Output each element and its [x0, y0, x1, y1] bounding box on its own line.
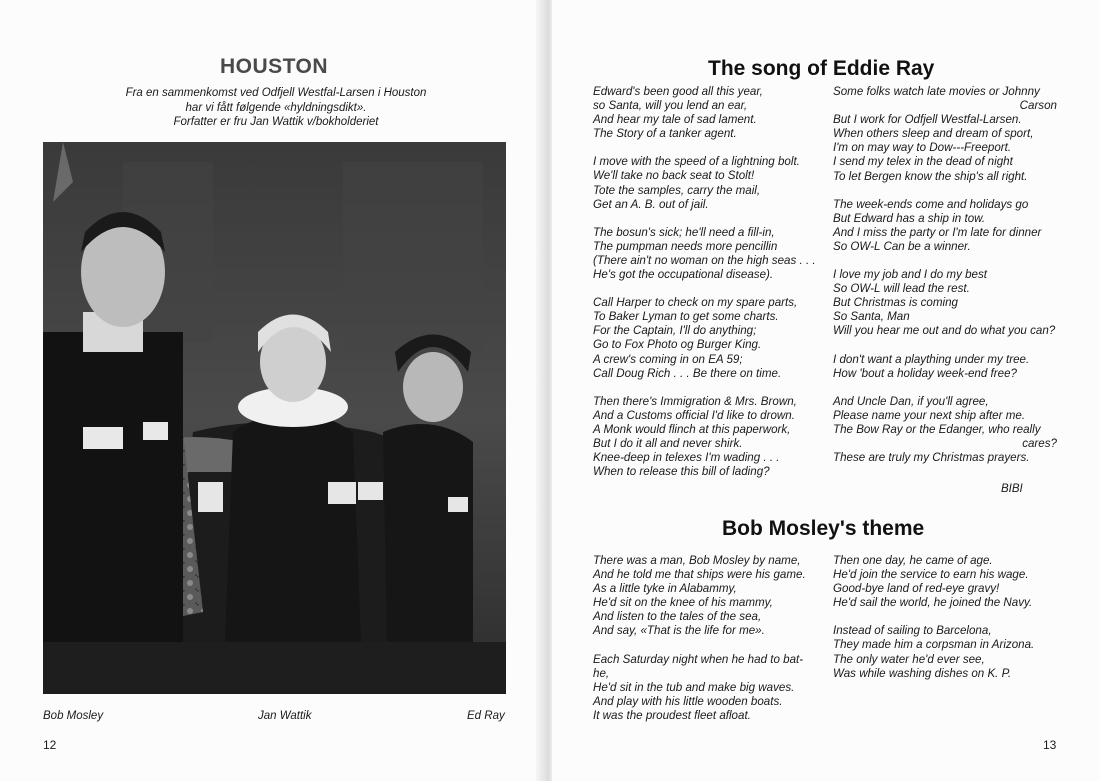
left-page	[0, 0, 548, 781]
stanza	[833, 198, 1057, 254]
poem-line: Will you hear me out and do what you can?	[833, 324, 1056, 338]
stanza	[833, 554, 1034, 610]
stanza	[593, 296, 816, 381]
poem-line: But I work for Odfjell Westfal-Larsen.	[833, 113, 1022, 127]
page-number-right: 13	[1043, 738, 1057, 752]
group-photo	[43, 142, 506, 694]
poem-line: Carson	[1019, 99, 1057, 113]
poem-line: When others sleep and dream of sport,	[833, 127, 1034, 141]
poem-line: Knee-deep in telexes I'm wading . . .	[593, 451, 780, 465]
poem-line: They made him a corpsman in Arizona.	[833, 638, 1035, 652]
stanza	[593, 226, 816, 282]
stanza	[833, 395, 1057, 465]
poem-line: Call Doug Rich . . . Be there on time.	[593, 366, 782, 380]
poem-line: cares?	[1022, 436, 1057, 450]
poem-line: So OW-L will lead the rest.	[833, 282, 970, 296]
poem-line: Was while washing dishes on K. P.	[833, 666, 1012, 680]
poem-line: As a little tyke in Alabammy,	[593, 582, 737, 596]
caption-jan-wattik: Jan Wattik	[258, 710, 312, 722]
poem-line: And hear my tale of sad lament.	[593, 113, 757, 127]
poem-line: The pumpman needs more pencillin	[593, 239, 778, 253]
stanza	[593, 554, 806, 639]
poem-line: To Baker Lyman to get some charts.	[593, 310, 779, 324]
song1-title: The song of Eddie Ray	[708, 57, 935, 80]
stanza	[833, 353, 1057, 381]
poem-line: He'd join the service to earn his wage.	[833, 568, 1029, 582]
poem-line: How 'bout a holiday week-end free?	[833, 366, 1017, 380]
poem-line: A Monk would flinch at this paperwork,	[593, 422, 791, 436]
poem-line: And Uncle Dan, if you'll agree,	[833, 394, 989, 408]
poem-line: When to release this bill of lading?	[593, 465, 770, 479]
page-number-left: 12	[43, 738, 57, 752]
poem-line: So Santa, Man	[833, 310, 910, 324]
poem-line: But Edward has a ship in tow.	[833, 211, 986, 225]
song2-column-1	[593, 554, 806, 737]
stanza	[593, 85, 816, 141]
caption-bob-mosley: Bob Mosley	[43, 710, 104, 722]
poem-line: Go to Fox Photo og Burger King.	[593, 338, 762, 352]
poem-line: The only water he'd ever see,	[833, 652, 985, 666]
poem-line: He'd sit on the knee of his mammy,	[593, 596, 773, 610]
poem-line: And say, «That is the life for me».	[593, 624, 765, 638]
poem-line: It was the proudest fleet afloat.	[593, 708, 751, 722]
poem-line: But Christmas is coming	[833, 296, 958, 310]
intro-line: Forfatter er fru Jan Wattik v/bokholderiet	[173, 116, 379, 128]
poem-line: And listen to the tales of the sea,	[593, 610, 762, 624]
poem-line: Tote the samples, carry the mail,	[593, 183, 761, 197]
poem-line: He's got the occupational disease).	[593, 268, 774, 282]
poem-line: Each Saturday night when he had to bat-	[593, 652, 804, 666]
poem-line: And I miss the party or I'm late for dinner	[833, 225, 1042, 239]
poem-line: Get an A. B. out of jail.	[593, 197, 709, 211]
intro-line: Fra en sammenkomst ved Odfjell Westfal-Larsen i Houston	[125, 87, 427, 99]
poem-line: The week-ends come and holidays go	[833, 197, 1029, 211]
poem-line: The Bow Ray or the Edanger, who really	[833, 422, 1041, 436]
poem-line: But I do it all and never shirk.	[593, 436, 743, 450]
stanza	[593, 653, 806, 723]
song2-title: Bob Mosley's theme	[722, 517, 925, 540]
poem-line: There was a man, Bob Mosley by name,	[593, 554, 801, 567]
poem-line: For the Captain, I'll do anything;	[593, 324, 757, 338]
song2-column-2	[833, 554, 1034, 695]
poem-line: And a Customs official I'd like to drown.	[593, 408, 795, 422]
poem-line: The Story of a tanker agent.	[593, 127, 737, 141]
stanza	[593, 155, 816, 211]
poem-line: so Santa, will you lend an ear,	[593, 99, 748, 113]
poem-line: Please name your next ship after me.	[833, 408, 1026, 422]
poem-line: These are truly my Christmas prayers.	[833, 451, 1030, 465]
song1-column-1	[593, 85, 816, 493]
intro-text	[60, 86, 492, 130]
song1-column-2	[833, 85, 1057, 479]
poem-line: We'll take no back seat to Stolt!	[593, 169, 755, 183]
poem-line: Instead of sailing to Barcelona,	[833, 624, 992, 638]
poem-line: He'd sit in the tub and make big waves.	[593, 680, 795, 694]
stanza	[833, 85, 1057, 184]
signature-bibi: BIBI	[1001, 483, 1023, 495]
poem-line: The bosun's sick; he'll need a fill-in,	[593, 225, 775, 239]
poem-line: I send my telex in the dead of night	[833, 155, 1013, 169]
poem-line: I don't want a plaything under my tree.	[833, 352, 1030, 366]
poem-line: Then one day, he came of age.	[833, 554, 993, 567]
poem-line: So OW-L Can be a winner.	[833, 239, 971, 253]
poem-line: (There ain't no woman on the high seas . . .	[593, 253, 816, 267]
poem-line: And play with his little wooden boats.	[593, 694, 783, 708]
poem-line: Some folks watch late movies or Johnny	[833, 85, 1040, 98]
intro-line: har vi fått følgende «hyldningsdikt».	[185, 101, 367, 114]
poem-line: I move with the speed of a lightning bolt.	[593, 155, 800, 169]
poem-line: Edward's been good all this year,	[593, 85, 763, 98]
poem-line: he,	[593, 666, 610, 680]
poem-line: And he told me that ships were his game.	[593, 568, 806, 582]
caption-ed-ray: Ed Ray	[467, 710, 505, 722]
stanza	[833, 624, 1034, 680]
page-title-houston: HOUSTON	[219, 55, 329, 78]
poem-line: I'm on may way to Dow---Freeport.	[833, 141, 1012, 155]
stanza	[593, 395, 816, 480]
poem-line: Call Harper to check on my spare parts,	[593, 296, 798, 310]
stanza	[833, 268, 1057, 338]
poem-line: A crew's coming in on EA 59;	[593, 352, 743, 366]
poem-line: I love my job and I do my best	[833, 268, 988, 282]
poem-line: Good-bye land of red-eye gravy!	[833, 582, 1000, 596]
poem-line: To let Bergen know the ship's all right.	[833, 169, 1028, 183]
poem-line: Then there's Immigration & Mrs. Brown,	[593, 394, 797, 408]
poem-line: He'd sail the world, he joined the Navy.	[833, 596, 1033, 610]
